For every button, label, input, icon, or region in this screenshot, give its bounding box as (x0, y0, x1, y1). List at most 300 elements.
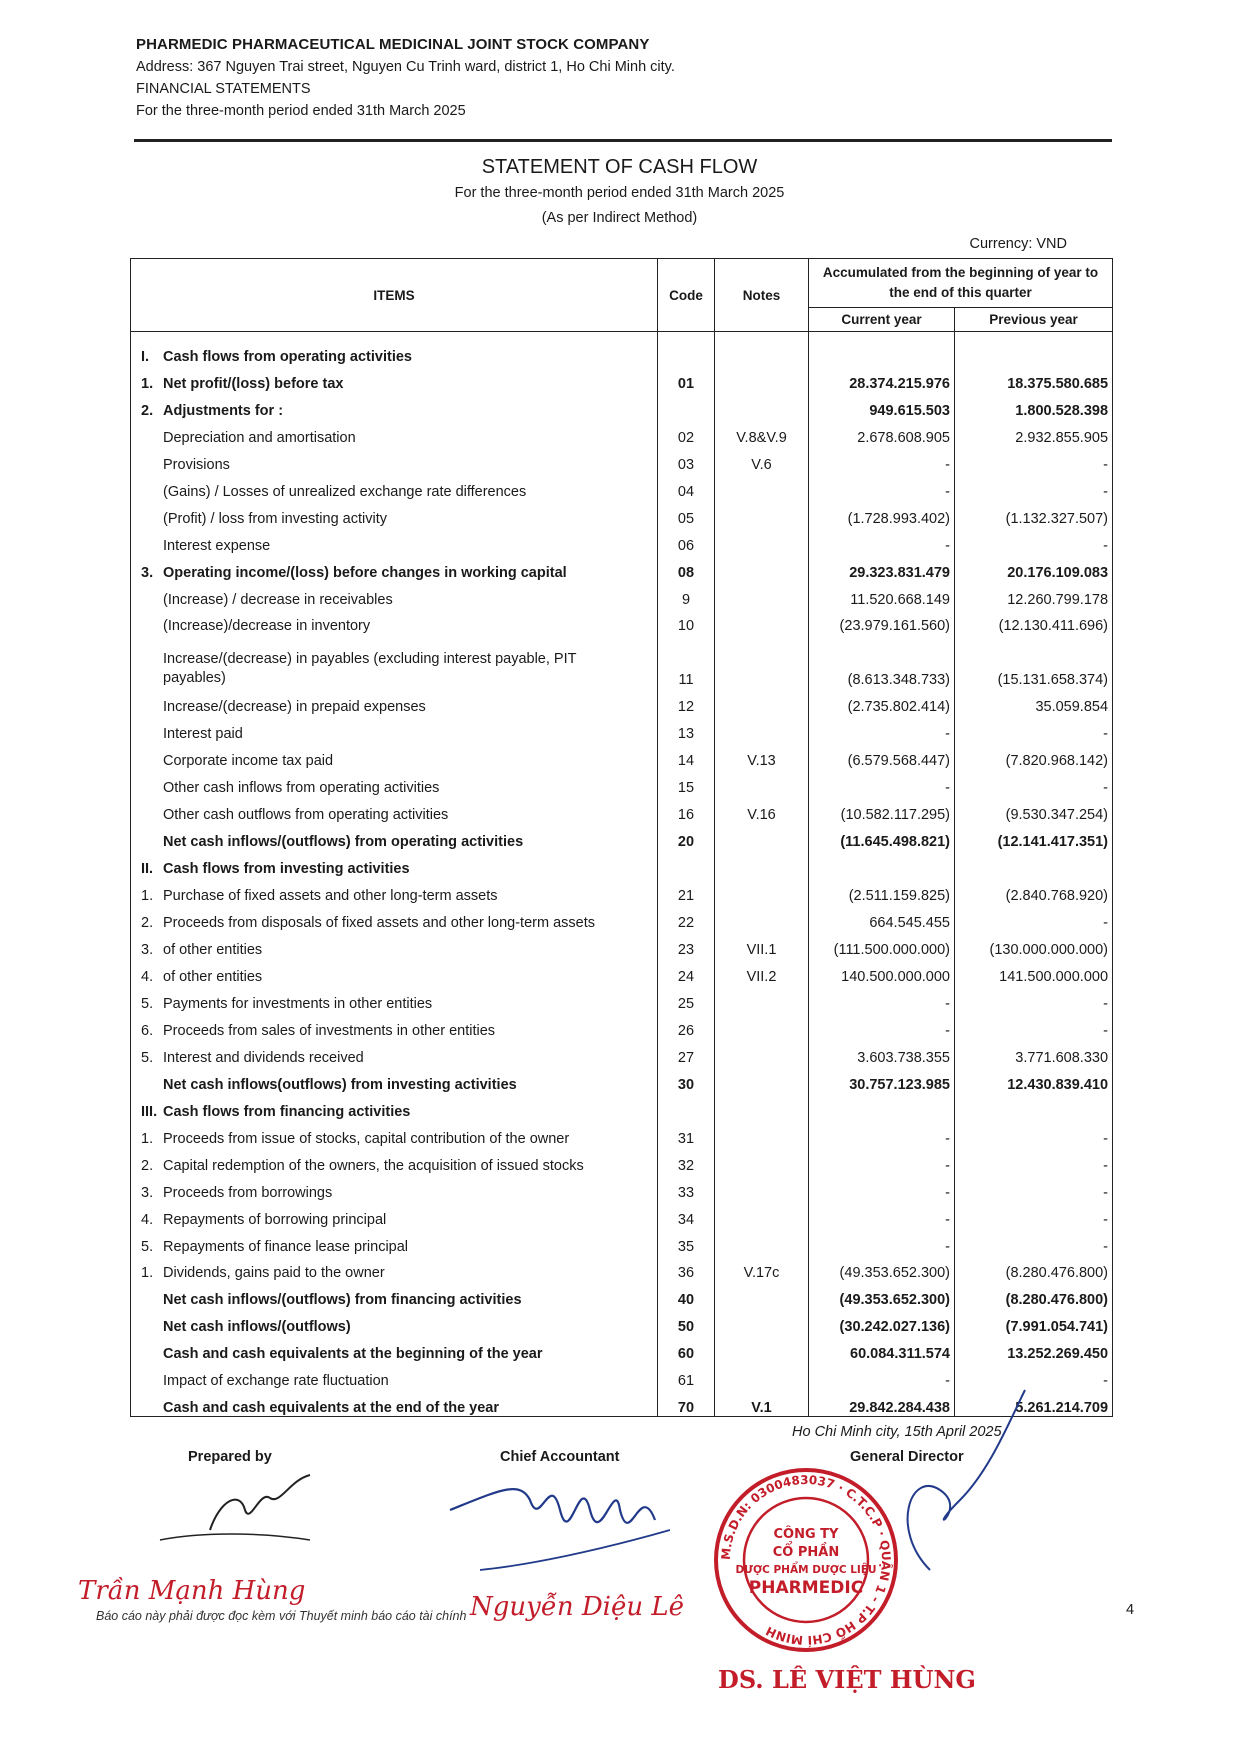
table-row (131, 688, 1113, 715)
table-row (131, 365, 1113, 392)
row-label: Payments for investments in other entities (163, 995, 433, 1012)
row-item (131, 1389, 658, 1416)
row-label: Net cash inflows/(outflows) (163, 1319, 351, 1336)
row-current-year (809, 1093, 955, 1120)
row-code: 26 (658, 1012, 715, 1039)
row-previous-year: 18.375.580.685 (955, 365, 1113, 392)
row-previous-year: 5.261.214.709 (955, 1389, 1113, 1416)
row-item (131, 1308, 658, 1335)
row-code: 34 (658, 1201, 715, 1228)
row-prefix: 2. (141, 915, 154, 932)
row-code: 31 (658, 1120, 715, 1147)
row-notes (715, 985, 809, 1012)
table-row (131, 769, 1113, 796)
row-code: 13 (658, 715, 715, 742)
row-notes: VII.2 (715, 958, 809, 985)
row-item (131, 1228, 658, 1255)
row-notes (715, 527, 809, 554)
row-previous-year: - (955, 1228, 1113, 1255)
row-prefix: III. (141, 1103, 158, 1120)
row-label: Cash flows from financing activities (163, 1103, 411, 1120)
row-code (658, 850, 715, 877)
table-row (131, 500, 1113, 527)
table-row (131, 1120, 1113, 1147)
place-date: Ho Chi Minh city, 15th April 2025 (792, 1424, 1002, 1440)
row-item (131, 796, 658, 823)
row-item (131, 500, 658, 527)
row-notes (715, 1228, 809, 1255)
row-item (131, 608, 658, 635)
row-notes (715, 500, 809, 527)
header-divider (134, 139, 1112, 142)
row-current-year: - (809, 715, 955, 742)
row-code: 9 (658, 581, 715, 608)
row-label: Other cash inflows from operating activities (163, 780, 440, 797)
row-prefix: 4. (141, 1211, 154, 1228)
row-current-year: (49.353.652.300) (809, 1281, 955, 1308)
row-notes (715, 554, 809, 581)
row-notes (715, 608, 809, 635)
row-previous-year: - (955, 1120, 1113, 1147)
row-previous-year: (12.141.417.351) (955, 823, 1113, 850)
row-notes (715, 473, 809, 500)
table-row (131, 1228, 1113, 1255)
row-previous-year: (8.280.476.800) (955, 1281, 1113, 1308)
row-previous-year: - (955, 1012, 1113, 1039)
director-signature (770, 1380, 1030, 1580)
table-row (131, 554, 1113, 581)
table-row (131, 608, 1113, 635)
row-code: 32 (658, 1147, 715, 1174)
table-row (131, 419, 1113, 446)
row-label: Increase/(decrease) in payables (excluding interest payable, PIT payables) (163, 651, 577, 687)
row-current-year: 29.323.831.479 (809, 554, 955, 581)
row-code (658, 332, 715, 365)
row-code: 03 (658, 446, 715, 473)
row-label: Repayments of borrowing principal (163, 1211, 387, 1228)
row-prefix: 1. (141, 1265, 154, 1282)
row-current-year: (2.735.802.414) (809, 688, 955, 715)
row-prefix: 5. (141, 995, 154, 1012)
row-item (131, 1147, 658, 1174)
row-previous-year (955, 1093, 1113, 1120)
row-item (131, 850, 658, 877)
row-label: Interest and dividends received (163, 1049, 364, 1066)
seal-line-3: DƯỢC PHẨM DƯỢC LIỆU (735, 1564, 877, 1576)
table-row (131, 1174, 1113, 1201)
row-code: 50 (658, 1308, 715, 1335)
row-label: Provisions (163, 456, 230, 473)
statement-title: STATEMENT OF CASH FLOW (481, 156, 758, 178)
row-current-year: (30.242.027.136) (809, 1308, 955, 1335)
row-notes (715, 1093, 809, 1120)
row-previous-year: - (955, 904, 1113, 931)
row-notes (715, 1174, 809, 1201)
row-item (131, 1093, 658, 1120)
row-item (131, 1281, 658, 1308)
row-label: Depreciation and amortisation (163, 429, 356, 446)
row-item (131, 392, 658, 419)
row-current-year: 949.615.503 (809, 392, 955, 419)
row-previous-year: (130.000.000.000) (955, 931, 1113, 958)
row-previous-year: 13.252.269.450 (955, 1335, 1113, 1362)
row-previous-year: - (955, 769, 1113, 796)
row-code: 20 (658, 823, 715, 850)
row-notes (715, 823, 809, 850)
row-code: 08 (658, 554, 715, 581)
row-notes (715, 877, 809, 904)
header-previous-year: Previous year (955, 308, 1113, 332)
row-item (131, 958, 658, 985)
table-row (131, 931, 1113, 958)
header-current-year: Current year (809, 308, 955, 332)
row-previous-year: - (955, 1362, 1113, 1389)
row-prefix: 1. (141, 1130, 154, 1147)
row-label: Proceeds from disposals of fixed assets and other long-term assets (163, 915, 595, 932)
table-row (131, 1308, 1113, 1335)
row-current-year: 30.757.123.985 (809, 1066, 955, 1093)
row-current-year: 140.500.000.000 (809, 958, 955, 985)
row-previous-year: (15.131.658.374) (955, 634, 1113, 688)
table-row (131, 527, 1113, 554)
row-current-year: - (809, 446, 955, 473)
row-item (131, 1201, 658, 1228)
row-previous-year: - (955, 446, 1113, 473)
chief-accountant-label: Chief Accountant (500, 1449, 620, 1465)
row-current-year: 664.545.455 (809, 904, 955, 931)
row-item (131, 527, 658, 554)
table-row (131, 1281, 1113, 1308)
row-current-year: - (809, 1120, 955, 1147)
footnote: Báo cáo này phải được đọc kèm với Thuyết minh báo cáo tài chính (96, 1609, 467, 1623)
table-row (131, 1093, 1113, 1120)
row-notes: VII.1 (715, 931, 809, 958)
row-current-year: (10.582.117.295) (809, 796, 955, 823)
table-row (131, 634, 1113, 688)
row-previous-year: (2.840.768.920) (955, 877, 1113, 904)
row-label: Net profit/(loss) before tax (163, 375, 344, 392)
table-row (131, 877, 1113, 904)
general-director-label: General Director (850, 1449, 964, 1465)
row-prefix: 2. (141, 402, 154, 419)
row-code: 40 (658, 1281, 715, 1308)
row-code (658, 1093, 715, 1120)
row-item (131, 688, 658, 715)
seal-line-4: PHARMEDIC (748, 1578, 864, 1598)
table-row (131, 985, 1113, 1012)
row-code: 35 (658, 1228, 715, 1255)
row-item (131, 1335, 658, 1362)
row-item (131, 1066, 658, 1093)
row-label: Interest expense (163, 537, 271, 554)
table-row (131, 1255, 1113, 1282)
table-row (131, 742, 1113, 769)
row-prefix: 5. (141, 1238, 154, 1255)
document-header (136, 34, 1111, 122)
seal-line-2: CỔ PHẦN (772, 1545, 840, 1560)
table-row (131, 1066, 1113, 1093)
table-row (131, 1201, 1113, 1228)
row-current-year: - (809, 985, 955, 1012)
table-row (131, 581, 1113, 608)
row-code: 60 (658, 1335, 715, 1362)
row-label: Net cash inflows/(outflows) from financing activities (163, 1292, 522, 1309)
row-previous-year: - (955, 1201, 1113, 1228)
row-label: (Increase) / decrease in receivables (163, 591, 393, 608)
row-item (131, 1174, 658, 1201)
row-previous-year: - (955, 527, 1113, 554)
row-notes (715, 1147, 809, 1174)
row-current-year: - (809, 1228, 955, 1255)
preparer-signature (150, 1470, 320, 1550)
row-code: 05 (658, 500, 715, 527)
row-current-year: - (809, 527, 955, 554)
row-label: Cash and cash equivalents at the beginning of the year (163, 1346, 543, 1363)
row-notes (715, 634, 809, 688)
preparer-name: Trần Mạnh Hùng (78, 1576, 306, 1606)
row-prefix: 6. (141, 1022, 154, 1039)
row-item (131, 769, 658, 796)
company-name: PHARMEDIC PHARMACEUTICAL MEDICINAL JOINT STOCK COMPANY (136, 36, 650, 53)
row-code: 22 (658, 904, 715, 931)
row-item (131, 1120, 658, 1147)
prepared-by-label: Prepared by (188, 1449, 272, 1465)
director-name: DS. LÊ VIỆT HÙNG (718, 1665, 976, 1694)
row-label: (Gains) / Losses of unrealized exchange rate differences (163, 483, 527, 500)
statement-subtitle: For the three-month period ended 31th March 2025 (454, 185, 785, 201)
row-notes (715, 1012, 809, 1039)
row-current-year: 28.374.215.976 (809, 365, 955, 392)
row-code: 02 (658, 419, 715, 446)
row-item (131, 365, 658, 392)
row-current-year: (23.979.161.560) (809, 608, 955, 635)
row-code: 33 (658, 1174, 715, 1201)
row-prefix: 1. (141, 888, 154, 905)
table-row (131, 904, 1113, 931)
header-code: Code (658, 259, 715, 332)
row-notes (715, 1039, 809, 1066)
row-prefix: 4. (141, 968, 154, 985)
row-current-year: - (809, 1174, 955, 1201)
row-current-year: 2.678.608.905 (809, 419, 955, 446)
row-notes (715, 392, 809, 419)
row-label: Cash flows from operating activities (163, 348, 412, 365)
row-item (131, 1012, 658, 1039)
row-previous-year (955, 332, 1113, 365)
row-notes (715, 1066, 809, 1093)
row-item (131, 554, 658, 581)
row-code: 14 (658, 742, 715, 769)
statement-method: (As per Indirect Method) (541, 210, 698, 226)
row-code: 06 (658, 527, 715, 554)
row-notes: V.1 (715, 1389, 809, 1416)
row-previous-year: - (955, 473, 1113, 500)
row-prefix: I. (141, 348, 150, 365)
row-item (131, 332, 658, 365)
row-label: Proceeds from issue of stocks, capital contribution of the owner (163, 1130, 570, 1147)
document-type: FINANCIAL STATEMENTS (136, 81, 311, 97)
row-prefix: 2. (141, 1157, 154, 1174)
header-items: ITEMS (131, 259, 658, 332)
row-notes (715, 1308, 809, 1335)
row-current-year: - (809, 1362, 955, 1389)
row-label: Purchase of fixed assets and other long-term assets (163, 888, 498, 905)
row-code: 70 (658, 1389, 715, 1416)
row-previous-year (955, 850, 1113, 877)
row-item (131, 1039, 658, 1066)
row-current-year: (8.613.348.733) (809, 634, 955, 688)
row-label: Proceeds from borrowings (163, 1184, 333, 1201)
cash-flow-table (130, 258, 1113, 1417)
row-notes: V.16 (715, 796, 809, 823)
seal-line-1: CÔNG TY (773, 1527, 839, 1542)
reporting-period: For the three-month period ended 31th March 2025 (136, 103, 466, 119)
row-label: Proceeds from sales of investments in other entities (163, 1022, 496, 1039)
row-code: 21 (658, 877, 715, 904)
page-number: 4 (1126, 1602, 1135, 1618)
row-code: 36 (658, 1255, 715, 1282)
row-label: Dividends, gains paid to the owner (163, 1265, 385, 1282)
row-item (131, 985, 658, 1012)
row-previous-year: 20.176.109.083 (955, 554, 1113, 581)
row-notes: V.17c (715, 1255, 809, 1282)
row-notes: V.13 (715, 742, 809, 769)
row-previous-year: (7.991.054.741) (955, 1308, 1113, 1335)
row-current-year: - (809, 1147, 955, 1174)
table-row (131, 715, 1113, 742)
row-code: 16 (658, 796, 715, 823)
row-label: Impact of exchange rate fluctuation (163, 1373, 389, 1390)
row-label: of other entities (163, 942, 263, 959)
row-label: Interest paid (163, 726, 243, 743)
row-code: 30 (658, 1066, 715, 1093)
row-item (131, 715, 658, 742)
table-row (131, 392, 1113, 419)
currency-label: Currency: VND (969, 236, 1067, 252)
row-previous-year: (9.530.347.254) (955, 796, 1113, 823)
row-label: Cash flows from investing activities (163, 861, 410, 878)
row-previous-year: (1.132.327.507) (955, 500, 1113, 527)
row-item (131, 446, 658, 473)
row-previous-year: 3.771.608.330 (955, 1039, 1113, 1066)
row-label: Net cash inflows(outflows) from investing activities (163, 1076, 517, 1093)
row-notes (715, 1281, 809, 1308)
row-current-year: 29.842.284.438 (809, 1389, 955, 1416)
row-prefix: 5. (141, 1049, 154, 1066)
row-current-year: 11.520.668.149 (809, 581, 955, 608)
table-row (131, 446, 1113, 473)
row-current-year: - (809, 769, 955, 796)
row-label: Adjustments for : (163, 402, 284, 419)
row-code: 24 (658, 958, 715, 985)
row-previous-year: (12.130.411.696) (955, 608, 1113, 635)
row-code: 11 (658, 634, 715, 688)
row-code: 01 (658, 365, 715, 392)
table-row (131, 332, 1113, 365)
row-previous-year: 2.932.855.905 (955, 419, 1113, 446)
table-row (131, 958, 1113, 985)
row-code: 10 (658, 608, 715, 635)
row-current-year: 3.603.738.355 (809, 1039, 955, 1066)
row-previous-year: 12.260.799.178 (955, 581, 1113, 608)
row-current-year: (2.511.159.825) (809, 877, 955, 904)
row-notes (715, 1201, 809, 1228)
header-notes: Notes (715, 259, 809, 332)
row-notes (715, 1120, 809, 1147)
row-item (131, 904, 658, 931)
row-label: Repayments of finance lease principal (163, 1238, 409, 1255)
table-row (131, 1147, 1113, 1174)
row-previous-year: (8.280.476.800) (955, 1255, 1113, 1282)
row-item (131, 823, 658, 850)
accountant-name: Nguyễn Diệu Lê (470, 1592, 685, 1622)
table-body (131, 332, 1113, 1417)
row-label: Other cash outflows from operating activities (163, 807, 449, 824)
row-prefix: II. (141, 861, 154, 878)
row-label: Increase/(decrease) in prepaid expenses (163, 699, 426, 716)
row-current-year: (6.579.568.447) (809, 742, 955, 769)
row-prefix: 3. (141, 1184, 154, 1201)
row-previous-year: 12.430.839.410 (955, 1066, 1113, 1093)
row-previous-year: - (955, 985, 1113, 1012)
row-current-year (809, 850, 955, 877)
row-label: of other entities (163, 968, 263, 985)
row-current-year: (11.645.498.821) (809, 823, 955, 850)
row-previous-year: (7.820.968.142) (955, 742, 1113, 769)
row-code: 25 (658, 985, 715, 1012)
row-item (131, 931, 658, 958)
row-label: Net cash inflows/(outflows) from operating activities (163, 834, 524, 851)
row-item (131, 634, 658, 688)
row-prefix: 1. (141, 375, 154, 392)
row-code (658, 392, 715, 419)
row-previous-year: 1.800.528.398 (955, 392, 1113, 419)
row-notes (715, 332, 809, 365)
table-row (131, 850, 1113, 877)
row-notes (715, 715, 809, 742)
row-notes: V.8&V.9 (715, 419, 809, 446)
accountant-signature (440, 1470, 680, 1600)
row-notes (715, 581, 809, 608)
row-item (131, 742, 658, 769)
row-current-year: - (809, 1201, 955, 1228)
row-current-year: (111.500.000.000) (809, 931, 955, 958)
table-row (131, 1335, 1113, 1362)
row-item (131, 419, 658, 446)
row-previous-year: 35.059.854 (955, 688, 1113, 715)
table-row (131, 1039, 1113, 1066)
row-current-year: - (809, 1012, 955, 1039)
company-address: Address: 367 Nguyen Trai street, Nguyen Cu Trinh ward, district 1, Ho Chi Minh city. (136, 59, 675, 75)
row-item (131, 877, 658, 904)
row-item (131, 581, 658, 608)
seal-ring-text: M.S.D.N: 0300483037 · C.T.C.P · QUẬN 1 - T.P HỒ CHÍ MINH (718, 1472, 894, 1648)
row-code: 61 (658, 1362, 715, 1389)
row-label: Cash and cash equivalents at the end of the year (163, 1400, 500, 1417)
row-current-year: (1.728.993.402) (809, 500, 955, 527)
row-notes (715, 850, 809, 877)
row-notes (715, 688, 809, 715)
row-item (131, 1362, 658, 1389)
table-row (131, 823, 1113, 850)
row-notes: V.6 (715, 446, 809, 473)
row-label: Operating income/(loss) before changes in working capital (163, 564, 567, 581)
table-row (131, 1012, 1113, 1039)
table-row (131, 796, 1113, 823)
row-code: 15 (658, 769, 715, 796)
row-notes (715, 365, 809, 392)
row-previous-year: - (955, 715, 1113, 742)
